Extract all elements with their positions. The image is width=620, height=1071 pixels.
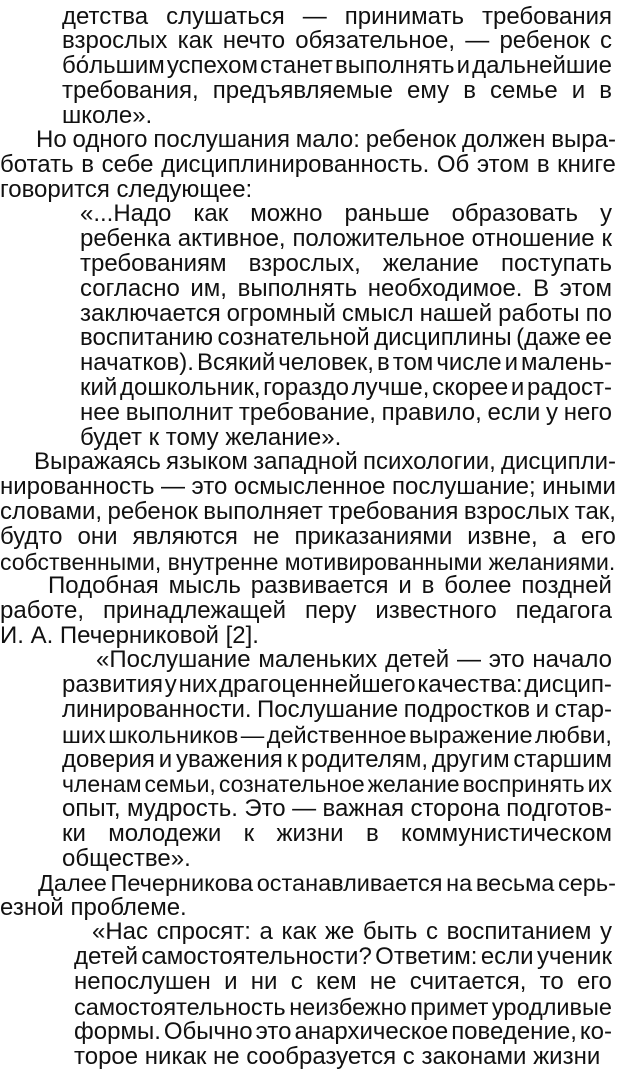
- word: развивается: [250, 572, 389, 599]
- word: лучше,: [351, 374, 430, 401]
- word: послушания: [153, 126, 290, 153]
- word: маленьких: [258, 646, 378, 673]
- word: останавливается: [256, 870, 443, 896]
- word: а: [552, 523, 566, 550]
- word: это: [488, 646, 525, 673]
- word: сознательной: [217, 324, 370, 351]
- line-text: торое никак не сообразуется с законами жизни: [74, 1043, 601, 1070]
- word: —: [302, 3, 327, 30]
- word: ребенка: [80, 225, 171, 252]
- word: него: [563, 399, 612, 426]
- word: формы.: [74, 1018, 161, 1045]
- word: одного: [72, 126, 148, 153]
- word: и: [504, 349, 519, 376]
- text-line: [36, 126, 616, 154]
- text-line: [0, 597, 612, 625]
- word: скорее: [432, 374, 509, 401]
- word: и: [535, 696, 550, 723]
- word: должен: [461, 126, 546, 153]
- text-line: [80, 324, 612, 352]
- word: Далее: [38, 870, 107, 896]
- text-line: [96, 646, 612, 674]
- word: языком: [166, 448, 248, 475]
- word: считается,: [409, 968, 527, 995]
- word: Это: [244, 795, 286, 822]
- text-line: [80, 374, 612, 402]
- word: быть: [362, 918, 418, 945]
- word: принадлежащей: [102, 597, 287, 624]
- word: и: [510, 374, 525, 401]
- word: осмысленное: [233, 473, 386, 500]
- word: педагога: [515, 597, 612, 624]
- word: малень-: [521, 349, 612, 376]
- word: взрослых: [62, 27, 168, 54]
- text-line: [74, 968, 612, 996]
- word: бо́льшим: [62, 52, 165, 79]
- word: в: [599, 77, 612, 104]
- word: если: [487, 399, 541, 426]
- text-line: [80, 250, 612, 278]
- word: семье: [490, 77, 558, 104]
- word: сознательное: [218, 771, 365, 797]
- text-line: [74, 993, 612, 1021]
- word: весьма: [475, 870, 555, 896]
- word: положительное: [292, 225, 465, 252]
- word: согласно: [80, 275, 180, 302]
- word: воспитанием: [446, 918, 592, 945]
- text-line: [34, 448, 616, 476]
- text-line: [62, 820, 612, 848]
- word: у: [164, 671, 177, 698]
- word: обязательное,: [295, 27, 456, 54]
- word: и: [158, 746, 173, 773]
- text-line: [0, 498, 616, 526]
- word: огромный: [226, 300, 336, 327]
- word: же: [324, 918, 355, 945]
- word: так,: [574, 498, 616, 525]
- word: —: [456, 646, 481, 673]
- word: к: [243, 820, 255, 847]
- word: выполнять: [334, 52, 455, 79]
- word: примет: [410, 994, 489, 1020]
- word: нее: [80, 399, 120, 426]
- word: в: [376, 349, 390, 376]
- word: смысл: [341, 300, 414, 327]
- word: подготов-: [506, 795, 612, 822]
- word: анархическое: [294, 1018, 449, 1045]
- text-line: [74, 1043, 600, 1071]
- word: не: [369, 968, 397, 995]
- word: являются: [132, 523, 238, 550]
- word: Послушание: [257, 696, 399, 723]
- text-line: [48, 572, 612, 600]
- word: ее: [585, 324, 612, 351]
- word: к: [286, 746, 298, 773]
- word: ребенок: [365, 126, 457, 153]
- word: числе: [436, 349, 502, 376]
- word: мысль: [168, 572, 241, 599]
- word: будто: [0, 523, 63, 550]
- word: ему: [407, 77, 450, 104]
- text-line: [0, 523, 616, 551]
- word: книге: [557, 151, 616, 178]
- word: дисципли-: [501, 448, 616, 475]
- word: ших: [62, 722, 106, 748]
- word: мудрость.: [127, 795, 238, 822]
- word: на: [446, 870, 473, 896]
- text-line: [62, 721, 612, 749]
- word: детей: [385, 646, 450, 673]
- word: в: [81, 151, 94, 178]
- word: заключается: [80, 300, 221, 327]
- word: его: [580, 523, 616, 550]
- word: взрослых,: [248, 250, 361, 277]
- word: иными: [542, 473, 616, 500]
- word: если: [480, 943, 534, 970]
- text-line: [80, 200, 612, 228]
- word: необходимое.: [367, 275, 523, 302]
- word: в: [463, 77, 476, 104]
- word: желание: [367, 771, 460, 797]
- word: поведение,: [451, 1018, 577, 1045]
- word: образовать: [451, 200, 578, 227]
- word: них: [178, 671, 218, 698]
- line-text: езной проблеме.: [0, 894, 187, 921]
- text-line: [62, 52, 612, 80]
- word: начало: [532, 646, 612, 673]
- line-text: школе».: [62, 102, 153, 129]
- word: требования: [481, 3, 612, 30]
- word: по: [585, 300, 612, 327]
- word: том: [392, 349, 434, 376]
- word: детства: [62, 3, 149, 30]
- text-line: [92, 918, 612, 946]
- word: Ответим:: [375, 943, 478, 970]
- word: дошкольник,: [119, 374, 261, 401]
- text-line: [80, 275, 612, 303]
- word: требование,: [238, 399, 376, 426]
- word: уважения: [175, 746, 283, 773]
- word: западной: [253, 448, 358, 475]
- word: родителям,: [300, 746, 429, 773]
- line-text: говорится следующее:: [0, 176, 253, 203]
- word: кий: [80, 374, 118, 401]
- word: гораздо: [263, 374, 349, 401]
- word: Но: [36, 126, 67, 153]
- word: дисциплинированность.: [161, 151, 430, 178]
- word: другим: [431, 746, 510, 773]
- word: драгоценнейшего: [219, 671, 416, 698]
- word: к: [601, 225, 612, 252]
- word: нечто: [222, 27, 286, 54]
- text-line: [62, 696, 612, 724]
- text-line: [80, 349, 612, 377]
- word: предъявляемые: [212, 77, 393, 104]
- text-line: [38, 869, 616, 897]
- word: ботать: [0, 151, 74, 178]
- word: самостоятельность: [74, 994, 286, 1020]
- line-text: собственными, внутренне мотивированными желаниями.: [0, 549, 616, 575]
- word: у: [599, 918, 612, 945]
- word: с: [290, 968, 303, 995]
- word: линированности.: [62, 696, 252, 723]
- word: важная: [322, 795, 404, 822]
- word: работы: [498, 300, 580, 327]
- word: В: [533, 275, 550, 302]
- word: более: [444, 572, 512, 599]
- word: Выражаясь: [34, 448, 161, 475]
- word: «Послушание: [96, 646, 251, 673]
- word: с: [599, 27, 612, 54]
- word: сторона: [410, 795, 500, 822]
- word: дисциплины: [374, 324, 512, 351]
- word: приказаниями: [294, 523, 453, 550]
- word: и: [224, 968, 238, 995]
- text-line: [62, 795, 612, 823]
- word: в: [365, 820, 379, 847]
- word: поздней: [521, 572, 612, 599]
- word: им,: [190, 275, 227, 302]
- word: требованиям: [80, 250, 227, 277]
- line-text: И. А. Печерниковой [2].: [0, 622, 259, 649]
- word: выражение: [409, 722, 533, 748]
- word: его: [576, 968, 612, 995]
- word: их: [587, 771, 612, 797]
- word: как: [177, 27, 213, 54]
- word: (даже: [516, 324, 581, 351]
- word: —: [465, 27, 490, 54]
- word: Обычно: [163, 1018, 253, 1045]
- word: Всякий: [196, 349, 276, 376]
- word: «Нас: [92, 918, 149, 945]
- text-line: [0, 151, 616, 179]
- word: можно: [250, 200, 323, 227]
- word: Подобная: [48, 572, 159, 599]
- word: —: [161, 473, 186, 500]
- word: спросят:: [156, 918, 251, 945]
- word: выполнит: [125, 399, 234, 426]
- word: стар-: [554, 696, 612, 723]
- word: известного: [375, 597, 497, 624]
- word: —: [240, 722, 265, 748]
- word: выра-: [551, 126, 616, 153]
- word: ки: [62, 820, 86, 847]
- word: ученик: [536, 943, 612, 970]
- word: в: [421, 572, 435, 599]
- word: ко-: [579, 1018, 612, 1045]
- word: перу: [304, 597, 357, 624]
- line-text: обществе».: [62, 845, 191, 872]
- word: требования: [328, 498, 459, 525]
- word: и: [571, 77, 586, 104]
- word: кем: [315, 968, 357, 995]
- text-line: [62, 27, 612, 55]
- word: работе,: [0, 597, 84, 624]
- word: в: [536, 151, 550, 178]
- word: опыт,: [62, 795, 121, 822]
- word: начатков).: [80, 349, 194, 376]
- word: жизни: [276, 820, 344, 847]
- word: коммунистическом: [401, 820, 612, 847]
- word: принимать: [344, 3, 464, 30]
- word: радост-: [526, 374, 612, 401]
- word: а: [259, 918, 273, 945]
- word: активное,: [177, 225, 286, 252]
- word: этом: [476, 151, 530, 178]
- word: ни: [250, 968, 278, 995]
- word: подростков: [403, 696, 531, 723]
- word: —: [292, 795, 317, 822]
- word: словами,: [0, 498, 103, 525]
- word: действенное: [266, 722, 407, 748]
- text-line: [62, 77, 612, 105]
- word: послушание;: [392, 473, 536, 500]
- word: школьников: [108, 722, 239, 748]
- word: нированность: [0, 473, 155, 500]
- text-line: [80, 399, 612, 427]
- text-line: [80, 225, 612, 253]
- word: старшим: [513, 746, 612, 773]
- word: нашей: [419, 300, 493, 327]
- word: самостоятельности?: [141, 943, 372, 970]
- word: качества:: [417, 671, 523, 698]
- word: у: [546, 399, 559, 426]
- word: извне,: [467, 523, 538, 550]
- text-line: [0, 473, 616, 501]
- word: серь-: [557, 870, 616, 896]
- word: это: [191, 473, 228, 500]
- word: себе: [101, 151, 154, 178]
- word: выполняет: [203, 498, 323, 525]
- word: молодежи: [108, 820, 222, 847]
- word: ребенок: [499, 27, 590, 54]
- word: успехом: [166, 52, 258, 79]
- word: непослушен: [74, 968, 211, 995]
- word: человек,: [278, 349, 374, 376]
- word: раньше: [344, 200, 430, 227]
- word: ребенок: [107, 498, 198, 525]
- text-line: [62, 671, 612, 699]
- word: развития: [62, 671, 163, 698]
- word: этом: [559, 275, 612, 302]
- word: они: [77, 523, 118, 550]
- word: воспринять: [462, 771, 585, 797]
- word: психологии,: [363, 448, 496, 475]
- word: дисцип-: [524, 671, 612, 698]
- word: и: [398, 572, 412, 599]
- word: правило,: [381, 399, 482, 426]
- word: у: [599, 200, 612, 227]
- word: станет: [260, 52, 333, 79]
- text-line: [74, 943, 612, 971]
- line-text: будет к тому желание».: [80, 424, 342, 451]
- word: как: [193, 200, 229, 227]
- word: то: [539, 968, 564, 995]
- word: воспитанию: [80, 324, 213, 351]
- word: «...Надо: [80, 200, 172, 227]
- word: и: [456, 52, 470, 79]
- word: это: [255, 1018, 292, 1045]
- text-line: [62, 770, 612, 798]
- word: как: [281, 918, 317, 945]
- word: требования,: [62, 77, 199, 104]
- word: отношение: [471, 225, 595, 252]
- word: Об: [436, 151, 470, 178]
- word: поступать: [501, 250, 612, 277]
- word: слушаться: [166, 3, 285, 30]
- word: выполнять: [237, 275, 358, 302]
- text-line: [74, 1018, 612, 1046]
- word: не: [252, 523, 280, 550]
- word: детей: [74, 943, 139, 970]
- word: взрослых: [463, 498, 570, 525]
- word: мало:: [295, 126, 360, 153]
- word: неизбежно: [289, 994, 407, 1020]
- word: с: [426, 918, 438, 945]
- word: любви,: [535, 722, 612, 748]
- word: семьи,: [144, 771, 216, 797]
- word: желание: [382, 250, 479, 277]
- word: дальнейшие: [472, 52, 612, 79]
- word: доверия: [62, 746, 155, 773]
- word: уродливые: [491, 994, 612, 1020]
- word: членам: [62, 771, 142, 797]
- word: Печерникова: [110, 870, 254, 896]
